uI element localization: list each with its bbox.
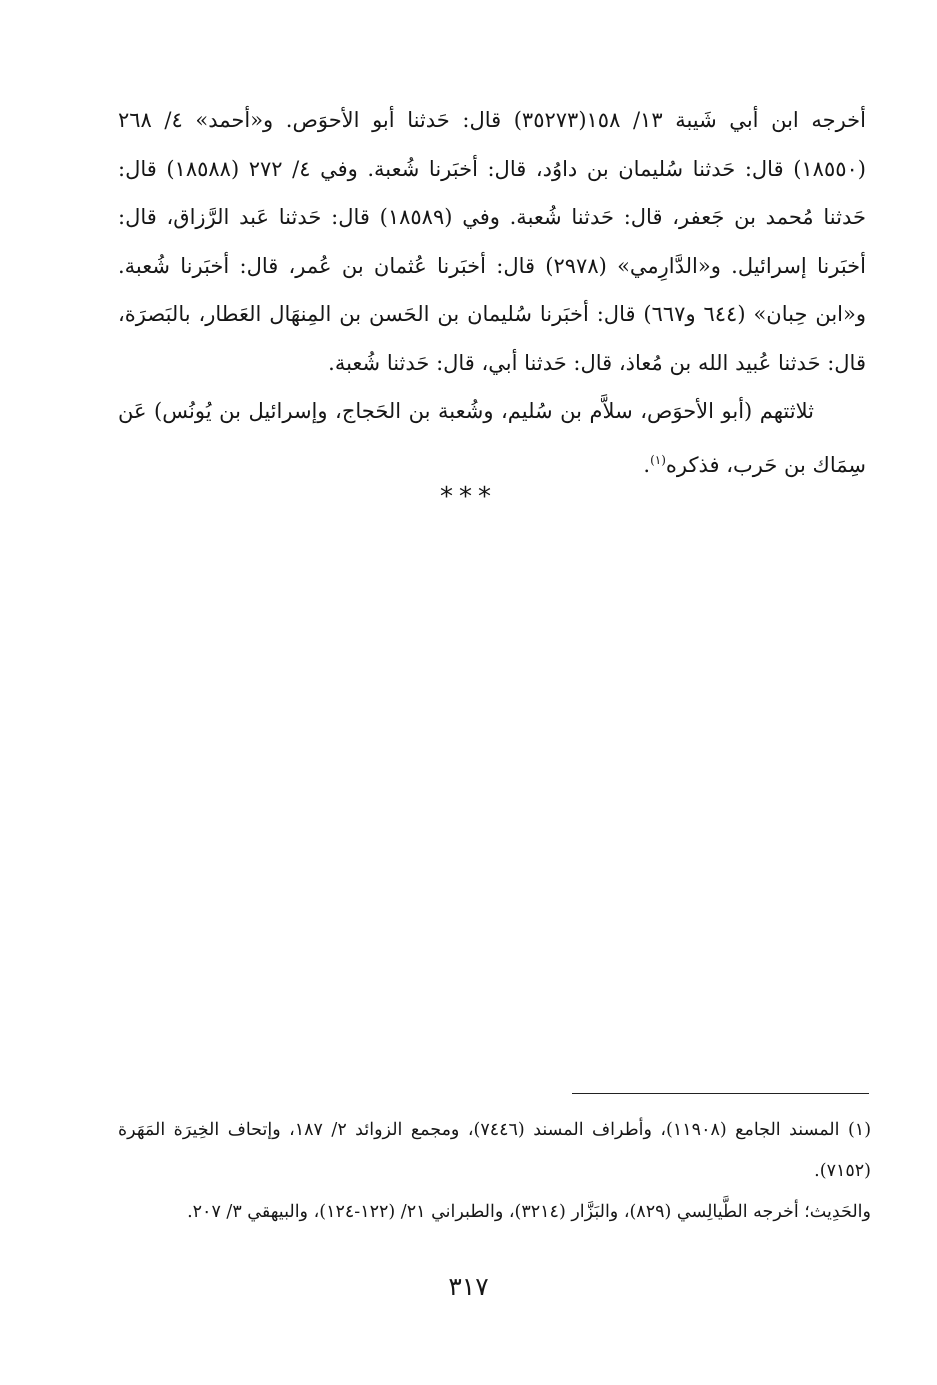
- section-separator: ***: [440, 482, 497, 512]
- hadith-takhrij-paragraph: أخرجه ابن أبي شَيبة ١٣/ ١٥٨(٣٥٢٧٣) قال: حَدثنا أبو الأحوَص. و«أحمد» ٤/ ٢٦٨ (١٨٥٥٠) قال: حَدثنا سُليمان بن داوُد، قال: أخبَرنا شُعبة. وفي ٤/ ٢٧٢ (١٨٥٨٨) قال: حَدثنا مُحمد بن جَعفر، قال: حَدثنا شُعبة. وفي (١٨٥٨٩) قال: حَدثنا عَبد الرَّزاق، قال: أخبَرنا إسرائيل. و«الدَّارِمي» (٢٩٧٨) قال: أخبَرنا عُثمان بن عُمر، قال: أخبَرنا شُعبة. و«ابن حِبان» (٦٤٤ و٦٦٧) قال: أخبَرنا سُليمان بن الحَسن بن المِنهَال العَطار، بالبَصرَة، قال: حَدثنا عُبيد الله بن مُعاذ، قال: حَدثنا أبي، قال: حَدثنا شُعبة.: [118, 108, 866, 375]
- main-text-block: [118, 96, 866, 489]
- footnote-divider: [572, 1093, 869, 1094]
- page-number: ٣١٧: [448, 1272, 489, 1301]
- narrators-summary-text: ثلاثتهم (أبو الأحوَص، سلاَّم بن سُليم، وشُعبة بن الحَجاج، وإسرائيل بن يُونُس) عَن سِمَاك بن حَرب، فذكره: [118, 399, 866, 477]
- footnote-reference[interactable]: (١): [650, 452, 666, 467]
- footnotes-block: [118, 1110, 871, 1233]
- footnote-hadith-sources: والحَدِيث؛ أخرجه الطَّيالِسي (٨٢٩)، والبَزَّار (٣٢١٤)، والطبراني ٢١/ (١٢٢-١٢٤)، والبيهقي ٣/ ٢٠٧.: [187, 1202, 871, 1222]
- footnote-1: (١) المسند الجامع (١١٩٠٨)، وأطراف المسند (٧٤٤٦)، ومجمع الزوائد ٢/ ١٨٧، وإتحاف الخِيرَة المَهَرة (٧١٥٢).: [118, 1120, 872, 1181]
- paragraph-end-period: .: [643, 452, 651, 477]
- narrators-summary-paragraph: [118, 387, 866, 489]
